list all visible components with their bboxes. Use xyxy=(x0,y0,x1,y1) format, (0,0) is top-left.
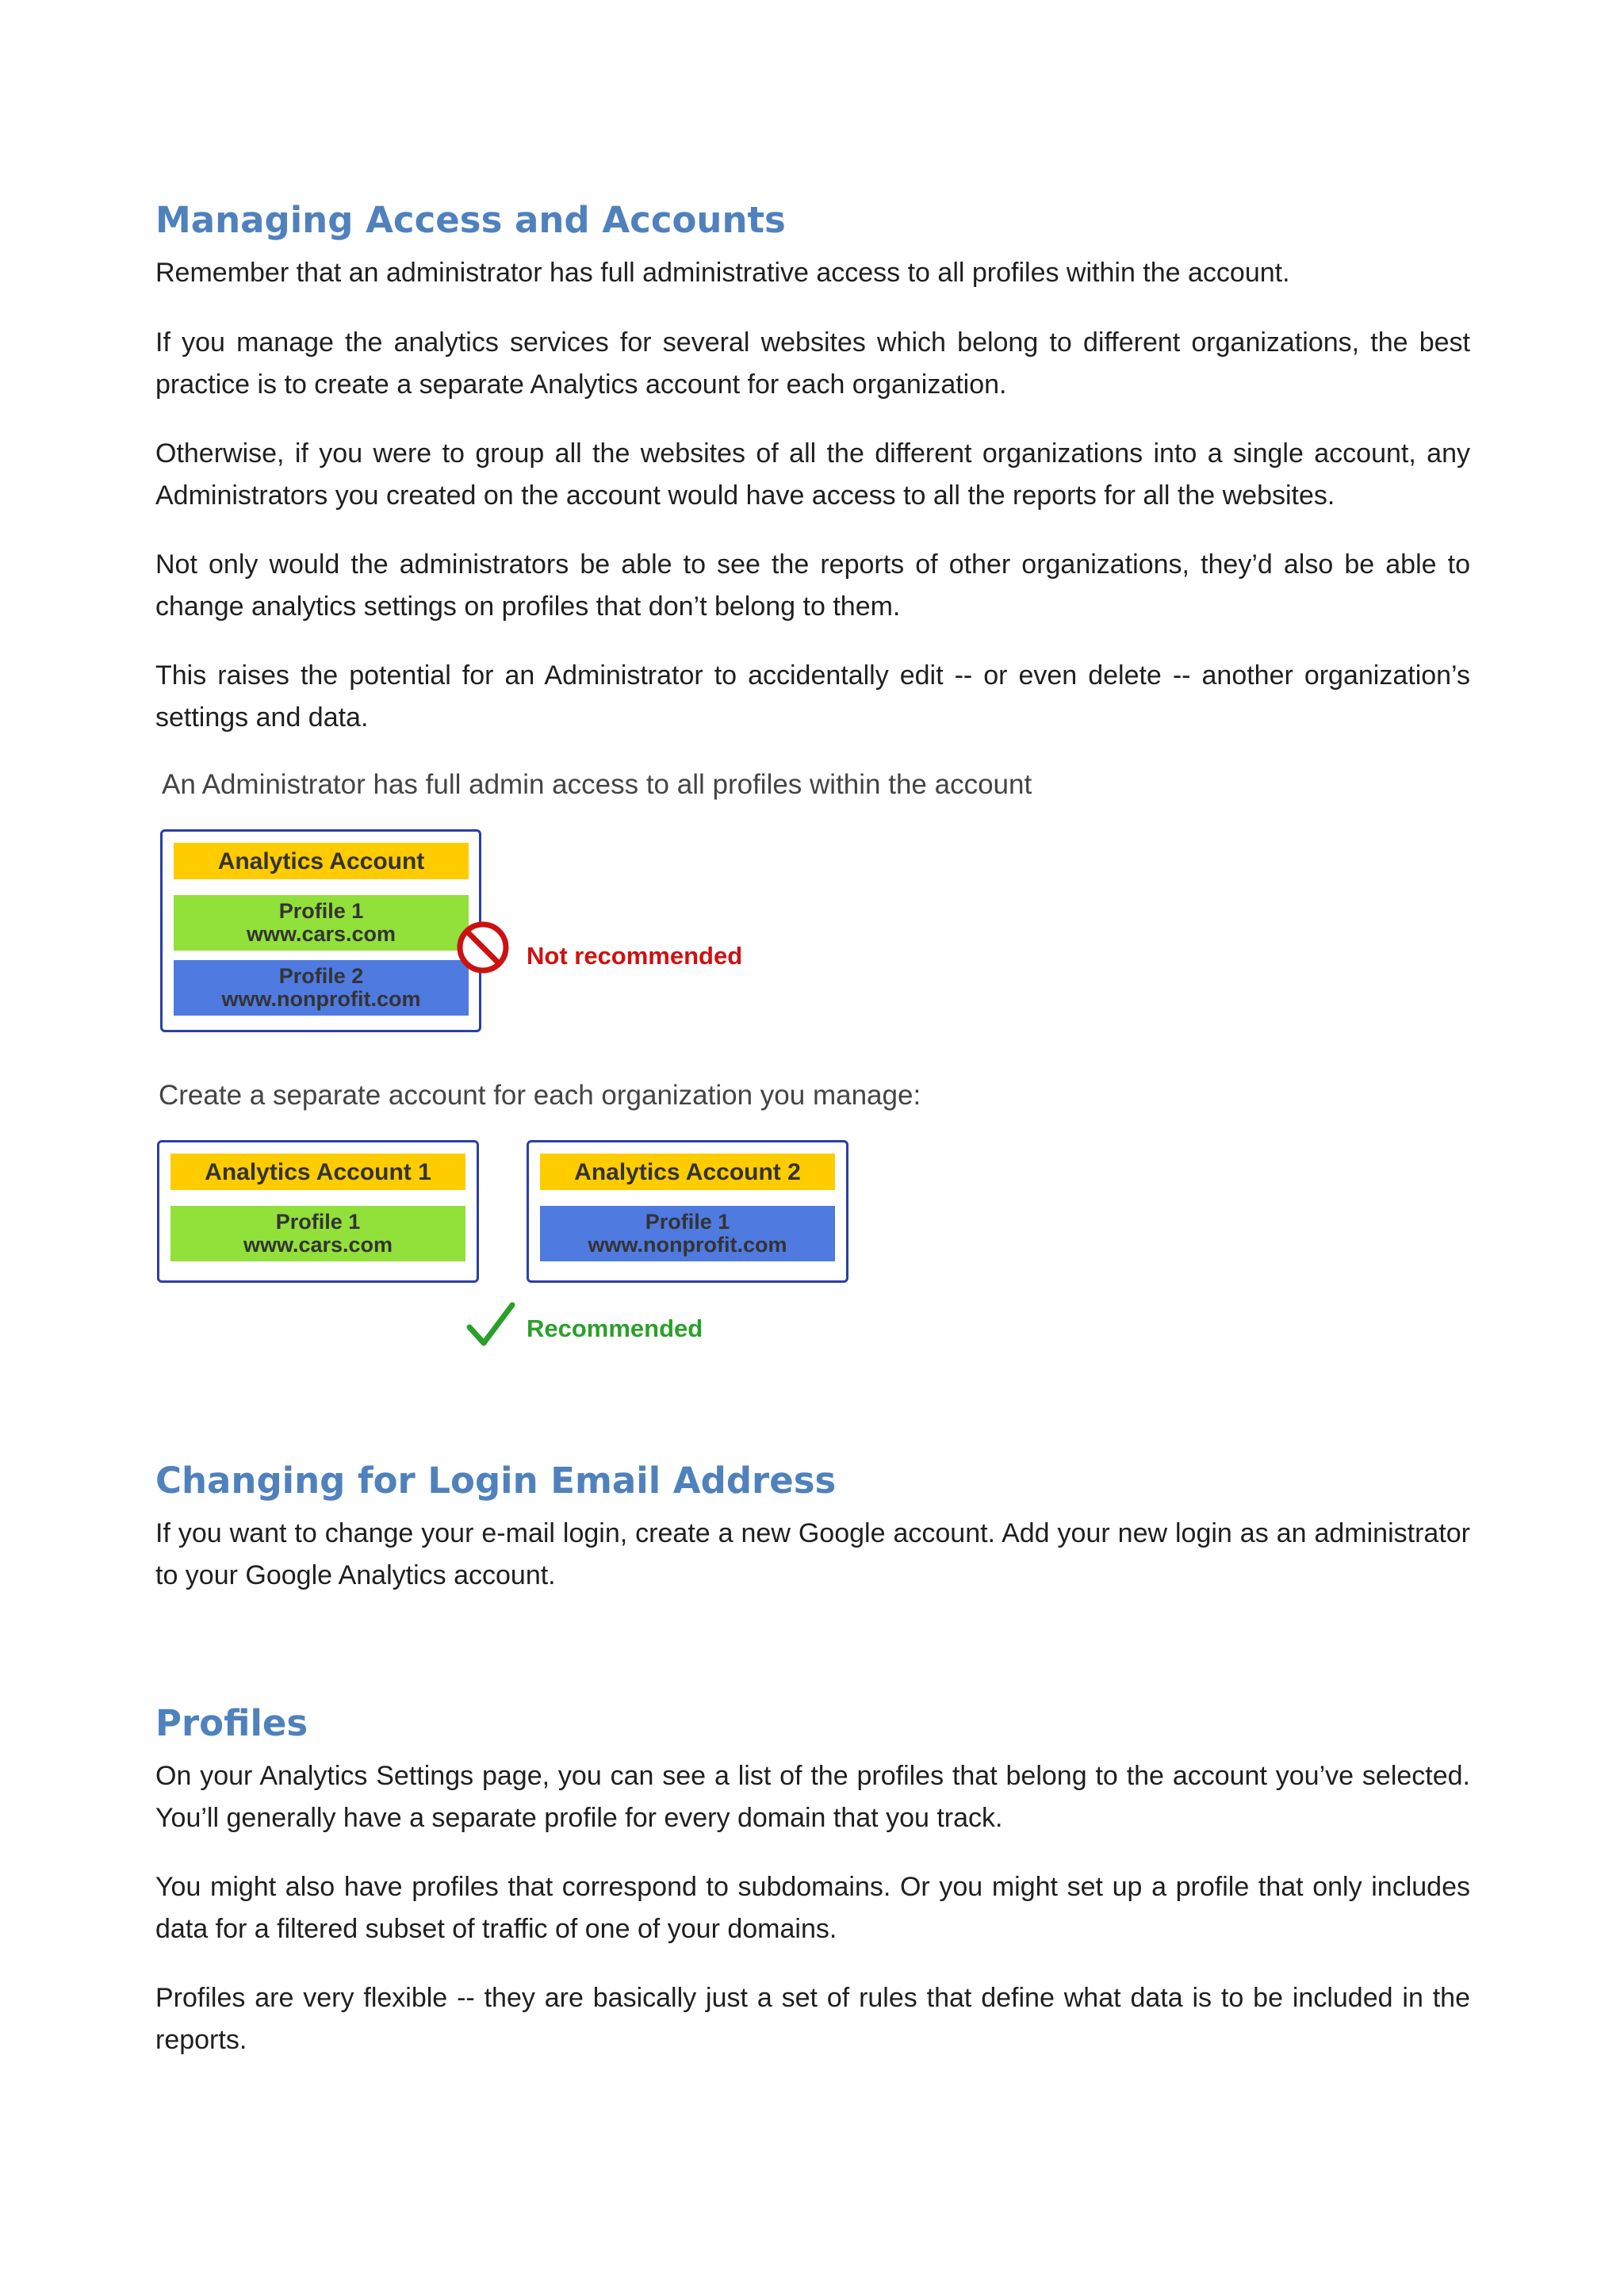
profile-name: Profile 2 xyxy=(278,964,364,988)
paragraph: Profiles are very flexible -- they are basically just a set of rules that define what data is to be included in the reports. xyxy=(155,1983,1470,2055)
profile-site: www.nonprofit.com xyxy=(221,987,421,1011)
profile-bar-cars xyxy=(174,895,469,951)
account-header: Analytics Account 2 xyxy=(540,1154,835,1190)
profile-bar-nonprofit xyxy=(540,1206,835,1261)
paragraph: If you want to change your e-mail login, create a new Google account. Add your new login as an administrator to your Google Analytics account. xyxy=(155,1518,1470,1590)
profile-site: www.cars.com xyxy=(246,922,396,946)
profile-bar-cars xyxy=(170,1206,465,1261)
analytics-account-2-box xyxy=(527,1140,848,1283)
diagram-caption: An Administrator has full admin access to all profiles within the account xyxy=(162,769,1032,800)
diagram-caption: Create a separate account for each organization you manage: xyxy=(159,1080,921,1111)
analytics-account-box xyxy=(160,829,481,1032)
profile-name: Profile 1 xyxy=(645,1210,730,1234)
account-header: Analytics Account 1 xyxy=(170,1154,465,1190)
paragraph: You might also have profiles that correspond to subdomains. Or you might set up a profile that only includes data for a filtered subset of traffic of one of your domains. xyxy=(155,1872,1470,1944)
not-recommended-label: Not recommended xyxy=(527,942,743,970)
checkmark-icon xyxy=(466,1300,515,1349)
profile-name: Profile 1 xyxy=(278,899,364,923)
analytics-account-1-box xyxy=(157,1140,479,1283)
paragraph: Otherwise, if you were to group all the websites of all the different organizations into a single account, any Administrators you created on the account would have access to all the reports for all the websites. xyxy=(155,438,1470,511)
paragraph: Remember that an administrator has full administrative access to all profiles within the account. xyxy=(155,258,1290,288)
profile-site: www.nonprofit.com xyxy=(588,1233,787,1257)
heading-login-email: Changing for Login Email Address xyxy=(155,1460,837,1502)
paragraph: If you manage the analytics services for several websites which belong to different organizations, the best practice is to create a separate Analytics account for each organization. xyxy=(155,327,1470,400)
profile-bar-nonprofit xyxy=(174,960,469,1016)
paragraph: On your Analytics Settings page, you can see a list of the profiles that belong to the account you’ve selected. You’ll generally have a separate profile for every domain that you track. xyxy=(155,1761,1470,1833)
diagram-separate-accounts xyxy=(155,1077,1186,1362)
heading-profiles: Profiles xyxy=(155,1702,308,1744)
recommended-label: Recommended xyxy=(527,1314,703,1342)
paragraph: Not only would the administrators be able to see the reports of other organizations, they’d also be able to change analytics settings on profiles that don’t belong to them. xyxy=(155,549,1470,622)
paragraph: This raises the potential for an Administrator to accidentally edit -- or even delete -- another organization’s settings and data. xyxy=(155,660,1470,733)
account-header: Analytics Account xyxy=(174,843,469,879)
heading-managing-access: Managing Access and Accounts xyxy=(155,199,786,241)
profile-name: Profile 1 xyxy=(275,1210,361,1234)
no-entry-icon xyxy=(455,920,511,975)
diagram-single-account xyxy=(155,766,1186,1035)
profile-site: www.cars.com xyxy=(243,1233,393,1257)
